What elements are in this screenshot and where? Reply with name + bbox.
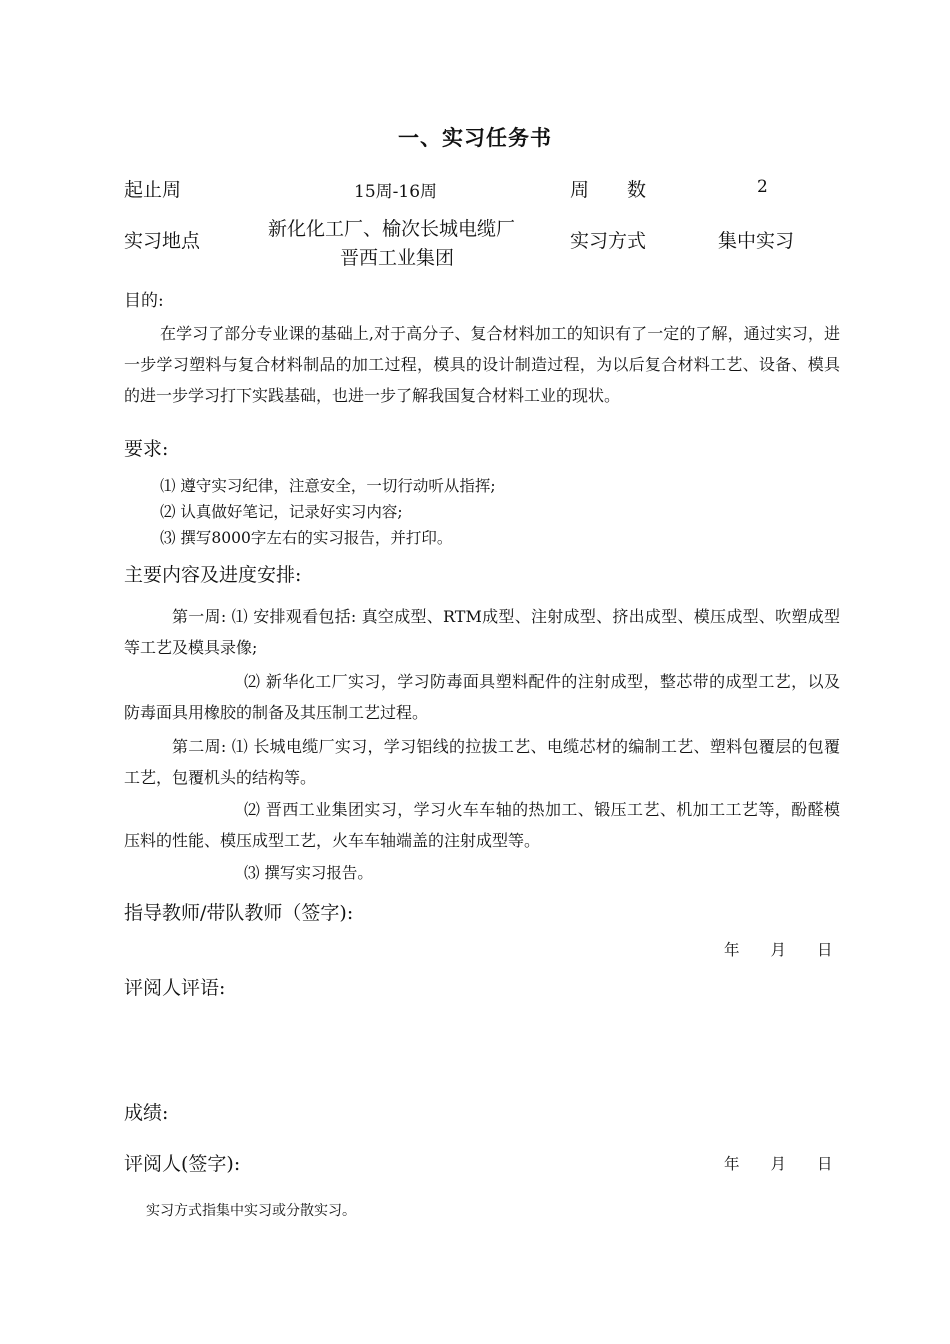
mode-value: 集中实习 [718, 230, 795, 252]
grade-label: 成绩: [124, 1102, 169, 1124]
review-comment-label: 评阅人评语: [124, 977, 226, 999]
weeks-value: 15周-16周 [354, 182, 438, 202]
mode-label: 实习方式 [570, 230, 647, 252]
requirement-item-3: ⑶ 撰写8000字左右的实习报告，并打印。 [160, 529, 453, 547]
requirement-item-1: ⑴ 遵守实习纪律，注意安全，一切行动听从指挥; [160, 477, 496, 495]
location-line2: 晋西工业集团 [340, 247, 455, 269]
week1-item-1: 第一周: ⑴ 安排观看包括: 真空成型、RTM成型、注射成型、挤出成型、模压成型、吹塑成型等工艺及模具录像; [124, 607, 840, 657]
purpose-text: 在学习了部分专业课的基础上,对于高分子、复合材料加工的知识有了一定的了解，通过实习，进一步学习塑料与复合材料制品的加工过程，模具的设计制造过程，为以后复合材料工艺、设备、模具的进一步学习打下实践基础，也进一步了解我国复合材料工业的现状。 [124, 324, 840, 405]
count-value: 2 [757, 177, 768, 197]
purpose-heading: 目的: [124, 291, 164, 311]
week2-item-3: ⑶ 撰写实习报告。 [244, 864, 373, 882]
requirements-heading: 要求: [124, 438, 169, 460]
requirement-item-2: ⑵ 认真做好笔记，记录好实习内容; [160, 503, 403, 521]
count-label: 周 数 [570, 179, 647, 201]
date-line-2: 年 月 日 [724, 1155, 833, 1173]
week1-item-2: ⑵ 新华化工厂实习，学习防毒面具塑料配件的注射成型，整芯带的成型工艺，以及防毒面具用橡胶的制备及其压制工艺过程。 [124, 672, 840, 722]
location-label: 实习地点 [124, 230, 201, 252]
footnote: 实习方式指集中实习或分散实习。 [146, 1203, 356, 1219]
location-line1: 新化化工厂、榆次长城电缆厂 [268, 218, 516, 240]
page-title: 一、实习任务书 [398, 125, 552, 150]
reviewer-signature-label: 评阅人(签字): [124, 1153, 241, 1175]
week2-item-2: ⑵ 晋西工业集团实习，学习火车车轴的热加工、锻压工艺、机加工工艺等，酚醛模压料的性能、模压成型工艺，火车车轴端盖的注射成型等。 [124, 800, 840, 850]
schedule-heading: 主要内容及进度安排: [124, 564, 302, 586]
week2-item-1: 第二周: ⑴ 长城电缆厂实习，学习铝线的拉拔工艺、电缆芯材的编制工艺、塑料包覆层的包覆工艺，包覆机头的结构等。 [124, 737, 840, 787]
date-line-1: 年 月 日 [724, 941, 833, 959]
weeks-label: 起止周 [124, 179, 182, 201]
teacher-signature-label: 指导教师/带队教师（签字): [124, 902, 354, 924]
